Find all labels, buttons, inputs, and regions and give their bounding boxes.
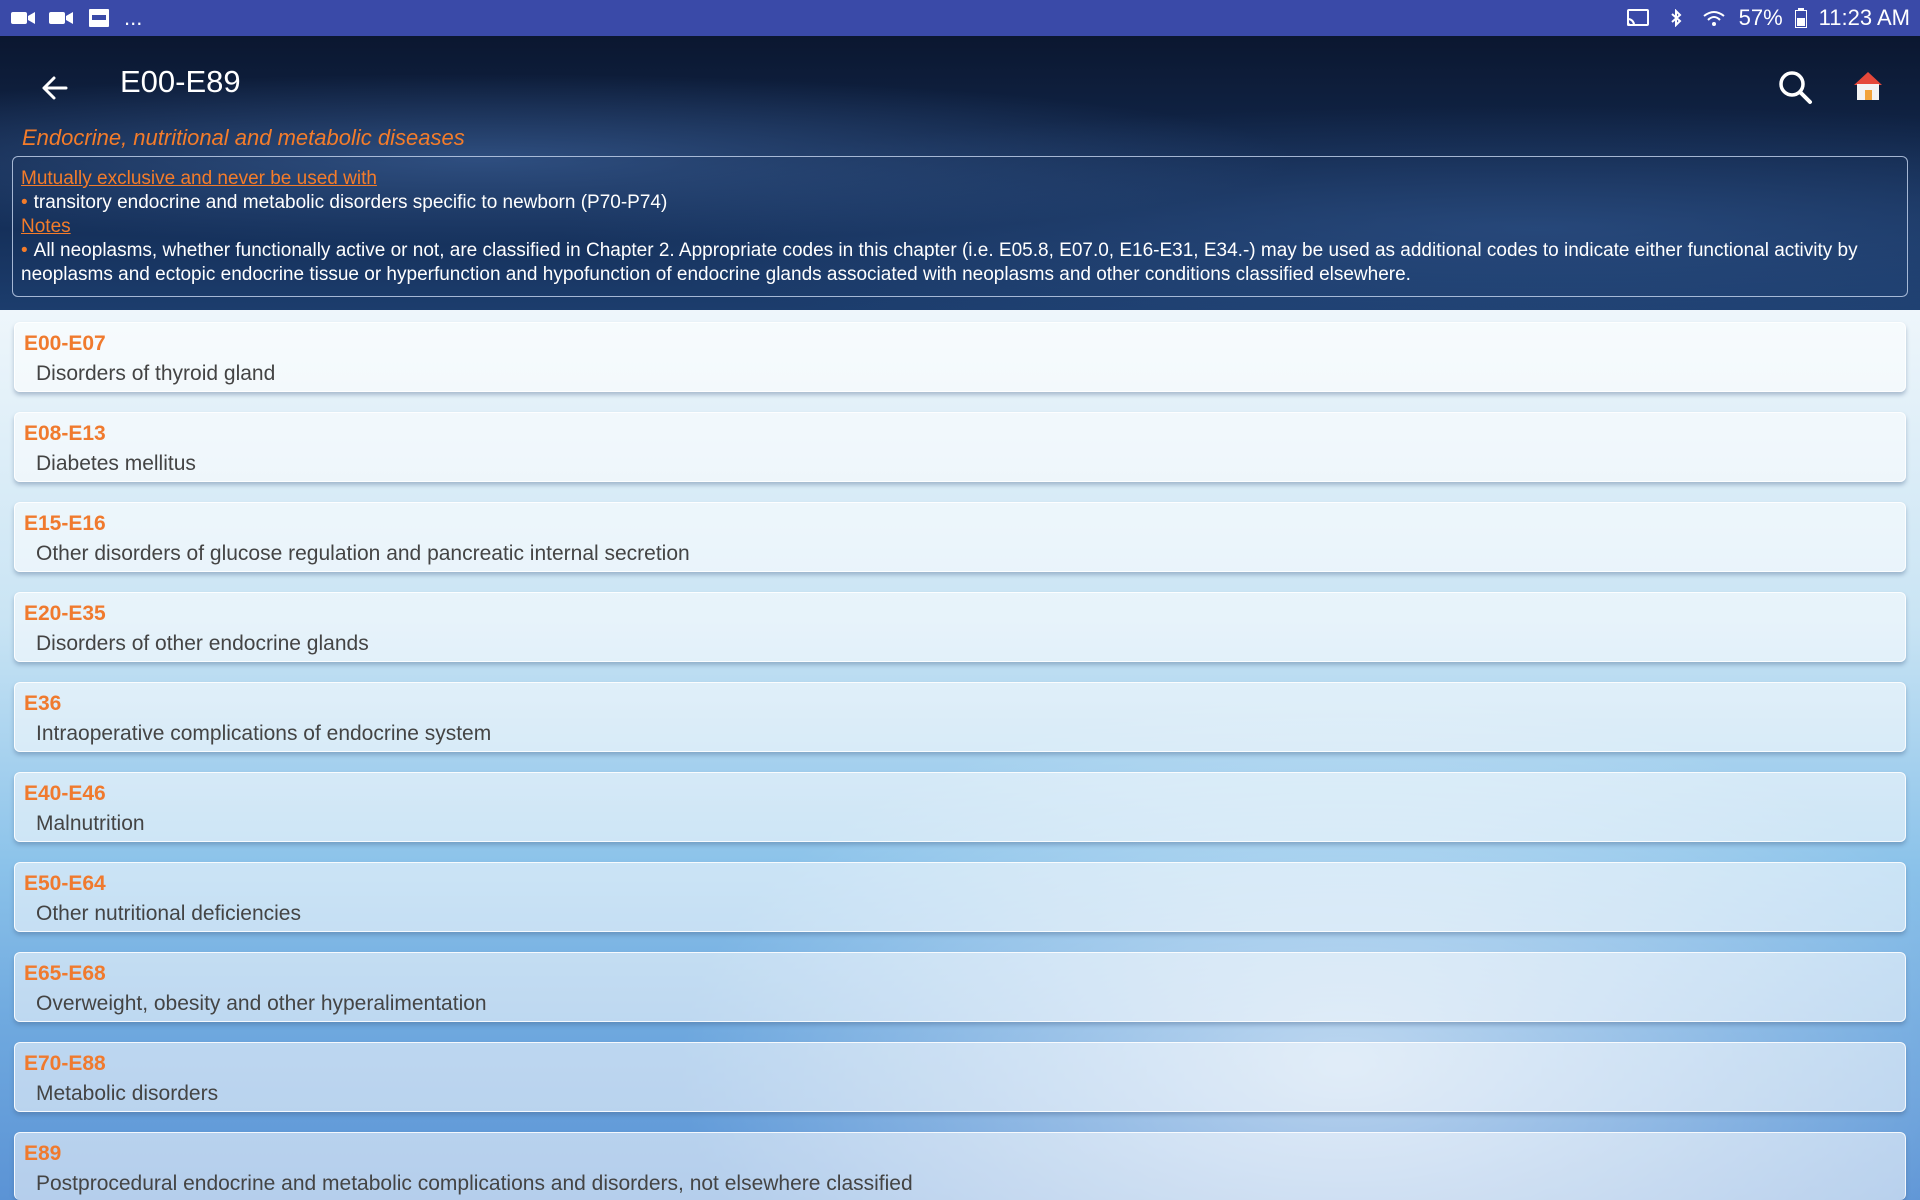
toolbar xyxy=(0,36,1920,128)
list-item[interactable] xyxy=(14,592,1906,662)
block-title: Other nutritional deficiencies xyxy=(36,902,301,925)
block-title: Diabetes mellitus xyxy=(36,452,196,475)
notes-item xyxy=(21,239,1899,287)
notes-heading: Notes xyxy=(21,216,71,237)
excludes-heading: Mutually exclusive and never be used with xyxy=(21,168,377,189)
home-icon xyxy=(1842,62,1894,114)
search-icon xyxy=(1770,62,1822,114)
battery-percentage: 57% xyxy=(1738,5,1783,30)
clock: 11:23 AM xyxy=(1818,5,1910,30)
block-code: E15-E16 xyxy=(24,512,106,535)
video-camera-icon xyxy=(10,9,36,27)
list-item[interactable] xyxy=(14,862,1906,932)
excludes-item xyxy=(21,191,1899,215)
block-code: E40-E46 xyxy=(24,782,106,805)
list-item[interactable] xyxy=(14,322,1906,392)
block-title: Intraoperative complications of endocrine system xyxy=(36,722,492,745)
block-code: E89 xyxy=(24,1142,62,1165)
block-title: Postprocedural endocrine and metabolic complications and disorders, not elsewhere classified xyxy=(36,1172,913,1195)
block-code: E20-E35 xyxy=(24,602,106,625)
block-code: E70-E88 xyxy=(24,1052,106,1075)
block-title: Malnutrition xyxy=(36,812,145,835)
wifi-icon xyxy=(1701,9,1727,27)
list-item[interactable] xyxy=(14,772,1906,842)
list-item[interactable] xyxy=(14,952,1906,1022)
list-item[interactable] xyxy=(14,1042,1906,1112)
block-title: Other disorders of glucose regulation and pancreatic internal secretion xyxy=(36,542,690,565)
back-arrow-icon xyxy=(28,62,80,114)
status-bar-right xyxy=(1625,0,1910,36)
block-list xyxy=(0,310,1920,1200)
page-title: E00-E89 xyxy=(120,64,241,99)
excludes-item-text: transitory endocrine and metabolic disorders specific to newborn (P70-P74) xyxy=(33,192,668,213)
list-item[interactable] xyxy=(14,682,1906,752)
video-camera-icon xyxy=(48,9,74,27)
block-code: E65-E68 xyxy=(24,962,106,985)
block-code: E08-E13 xyxy=(24,422,106,445)
list-item[interactable] xyxy=(14,1132,1906,1200)
search-button[interactable] xyxy=(1770,62,1822,114)
chapter-header xyxy=(0,36,1920,310)
block-code: E00-E07 xyxy=(24,332,106,355)
notes-item-text: All neoplasms, whether functionally active or not, are classified in Chapter 2. Appropriate codes in this chapter (i.e. E05.8, E07.0, E16-E31, E34.-) may be used as additional codes to indicate either functional activity by neoplasms and ectopic endocrine tissue or hyperfunction and hypofunction of endocrine glands associated with neoplasms and other conditions classified elsewhere. xyxy=(21,240,1858,285)
list-item[interactable] xyxy=(14,502,1906,572)
more-notifications: ... xyxy=(124,5,143,30)
list-item[interactable] xyxy=(14,412,1906,482)
chapter-subtitle: Endocrine, nutritional and metabolic diseases xyxy=(22,125,465,150)
cnn-app-icon xyxy=(86,9,112,27)
block-code: E36 xyxy=(24,692,62,715)
block-title: Disorders of thyroid gland xyxy=(36,362,276,385)
bluetooth-icon xyxy=(1663,9,1689,27)
block-title: Overweight, obesity and other hyperalimentation xyxy=(36,992,487,1015)
chapter-notes-box xyxy=(12,156,1908,297)
block-title: Disorders of other endocrine glands xyxy=(36,632,369,655)
cast-icon xyxy=(1625,9,1651,27)
status-bar-left xyxy=(10,0,142,36)
bullet-icon: • xyxy=(21,192,28,213)
back-button[interactable] xyxy=(28,62,80,114)
battery-icon xyxy=(1795,8,1807,28)
block-code: E50-E64 xyxy=(24,872,106,895)
block-title: Metabolic disorders xyxy=(36,1082,219,1105)
home-button[interactable] xyxy=(1842,62,1894,114)
bullet-icon: • xyxy=(21,240,28,261)
status-bar xyxy=(0,0,1920,36)
